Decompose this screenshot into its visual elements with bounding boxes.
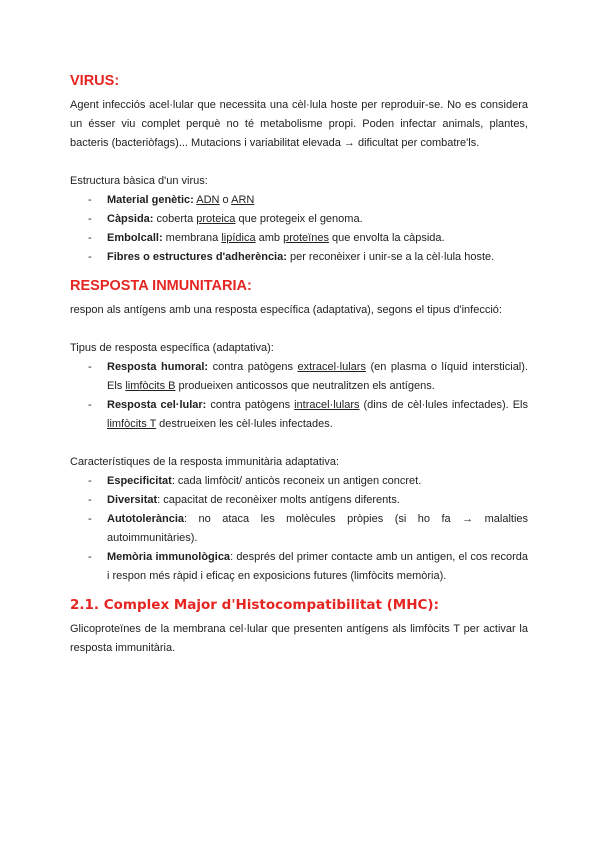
list-item: - Resposta humoral: contra patògens extracel·lulars (en plasma o líquid intersticial). Els limfòcits B produeixen anticossos que neutralitzen els antígens. — [88, 361, 528, 392]
list-item: - Embolcall: membrana lipídica amb proteïnes que envolta la càpsida. — [88, 232, 445, 244]
list-item: - Autotolerància: no ataca les molècules pròpies (si ho fa → malalties autoimmunitàries). — [88, 513, 528, 544]
immune-features-intro: Característiques de la resposta immunitària adaptativa: — [70, 456, 340, 468]
list-item: - Fibres o estructures d'adherència: per reconèixer i unir-se a la cèl·lula hoste. — [88, 251, 495, 263]
list-item: - Material genètic: ADN o ARN — [88, 194, 255, 206]
virus-description: Agent infecciós acel·lular que necessita una cèl·lula hoste per reproduir-se. No es considera un ésser viu complet perquè no té metabolisme propi. Poden infectar animals, plantes, bacteris (bacteriòfags)... Mutacions i variabilitat elevada → dificultat per combatre'ls. — [70, 99, 528, 149]
list-item: - Memòria immunològica: després del primer contacte amb un antigen, el cos recorda i respon més ràpid i eficaç en exposicions futures (limfòcits memòria). — [88, 551, 529, 582]
list-item: - Especificitat: cada limfòcit/ anticòs reconeix un antigen concret. — [88, 475, 422, 487]
document-page — [70, 72, 528, 658]
mhc-heading: 2.1. Complex Major d'Histocompatibilitat (MHC): — [70, 597, 439, 613]
list-item: - Resposta cel·lular: contra patògens intracel·lulars (dins de cèl·lules infectades). Els limfòcits T destrueixen les cèl·lules infectades. — [88, 399, 528, 430]
mhc-description: Glicoproteïnes de la membrana cel·lular que presenten antígens als limfòcits T per activar la resposta immunitària. — [70, 623, 528, 654]
virus-structure-list — [70, 191, 528, 267]
virus-heading: VIRUS: — [70, 73, 120, 89]
list-item: - Càpsida: coberta proteica que protegeix el genoma. — [88, 213, 363, 225]
list-item: - Diversitat: capacitat de reconèixer molts antígens diferents. — [88, 494, 400, 506]
immune-features-list — [70, 472, 528, 586]
immune-types-intro: Tipus de resposta específica (adaptativa): — [70, 342, 274, 354]
virus-structure-intro: Estructura bàsica d'un virus: — [70, 175, 208, 187]
immune-heading: RESPOSTA INMUNITARIA: — [70, 278, 252, 294]
immune-description: respon als antígens amb una resposta específica (adaptativa), segons el tipus d'infecció: — [70, 304, 502, 316]
immune-types-list — [70, 358, 528, 434]
